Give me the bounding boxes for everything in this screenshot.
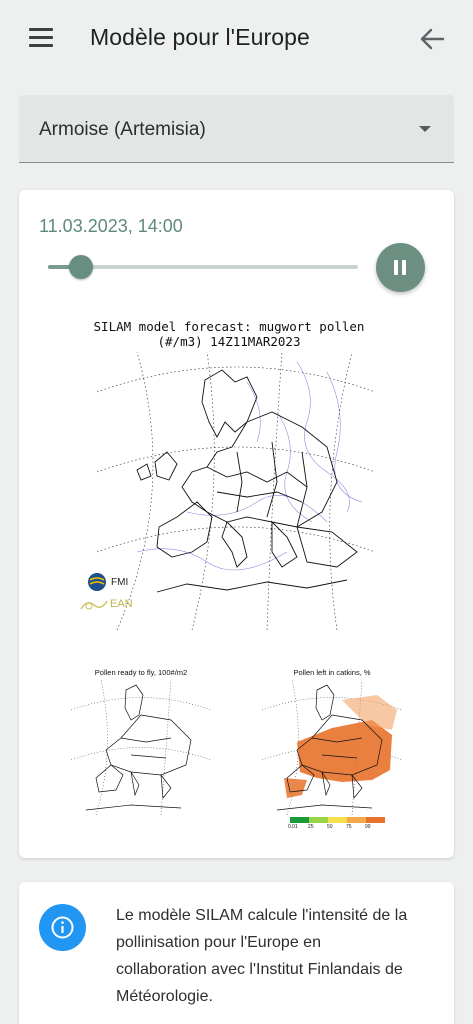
info-card [19, 882, 454, 1024]
catkins-legend-ticks [288, 824, 388, 832]
forecast-map-image [59, 315, 399, 630]
ean-logo-text: EAN [110, 598, 133, 610]
legend-tick: 75 [346, 824, 352, 830]
legend-tick: 50 [327, 824, 333, 830]
page-title: Modèle pour l'Europe [90, 24, 310, 50]
forecast-timestamp: 11.03.2023, 14:00 [39, 216, 183, 236]
arrow-back-icon[interactable] [418, 26, 446, 52]
pollen-catkins-map [262, 668, 402, 843]
menu-icon[interactable] [29, 28, 53, 48]
info-icon [39, 904, 86, 951]
map-title-line2: (#/m3) 14Z11MAR2023 [157, 334, 301, 349]
app-bar [0, 0, 473, 78]
species-select-value: Armoise (Artemisia) [39, 119, 206, 140]
slider-track [48, 265, 358, 269]
legend-tick: 0.01 [288, 824, 298, 830]
legend-tick: 25 [308, 824, 314, 830]
timeline-slider[interactable] [48, 256, 358, 278]
fmi-logo-text: FMI [111, 577, 129, 588]
map-title-line1: SILAM model forecast: mugwort pollen [93, 319, 365, 334]
pollen-catkins-map-drawing [262, 680, 402, 815]
forecast-card [19, 190, 454, 858]
pause-button[interactable] [376, 243, 425, 292]
dropdown-arrow-icon [419, 126, 431, 132]
pollen-ready-title: Pollen ready to fly, 100#/m2 [94, 668, 188, 677]
species-select[interactable] [19, 95, 454, 163]
info-text: Le modèle SILAM calcule l'intensité de la pollinisation pour l'Europe en collaboration avec l'Institut Finlandais de Météorologie. [116, 907, 408, 1005]
pollen-ready-map-drawing [71, 680, 211, 815]
catkins-legend-bar [290, 817, 385, 823]
ean-logo-icon [79, 597, 109, 613]
pause-icon [394, 260, 407, 275]
slider-thumb[interactable] [69, 255, 93, 279]
fmi-logo-icon [87, 572, 109, 592]
legend-tick: 99 [365, 824, 371, 830]
pollen-ready-map [71, 668, 211, 843]
pollen-catkins-title: Pollen left in catkins, % [293, 668, 371, 677]
europe-map-drawing [97, 352, 375, 630]
